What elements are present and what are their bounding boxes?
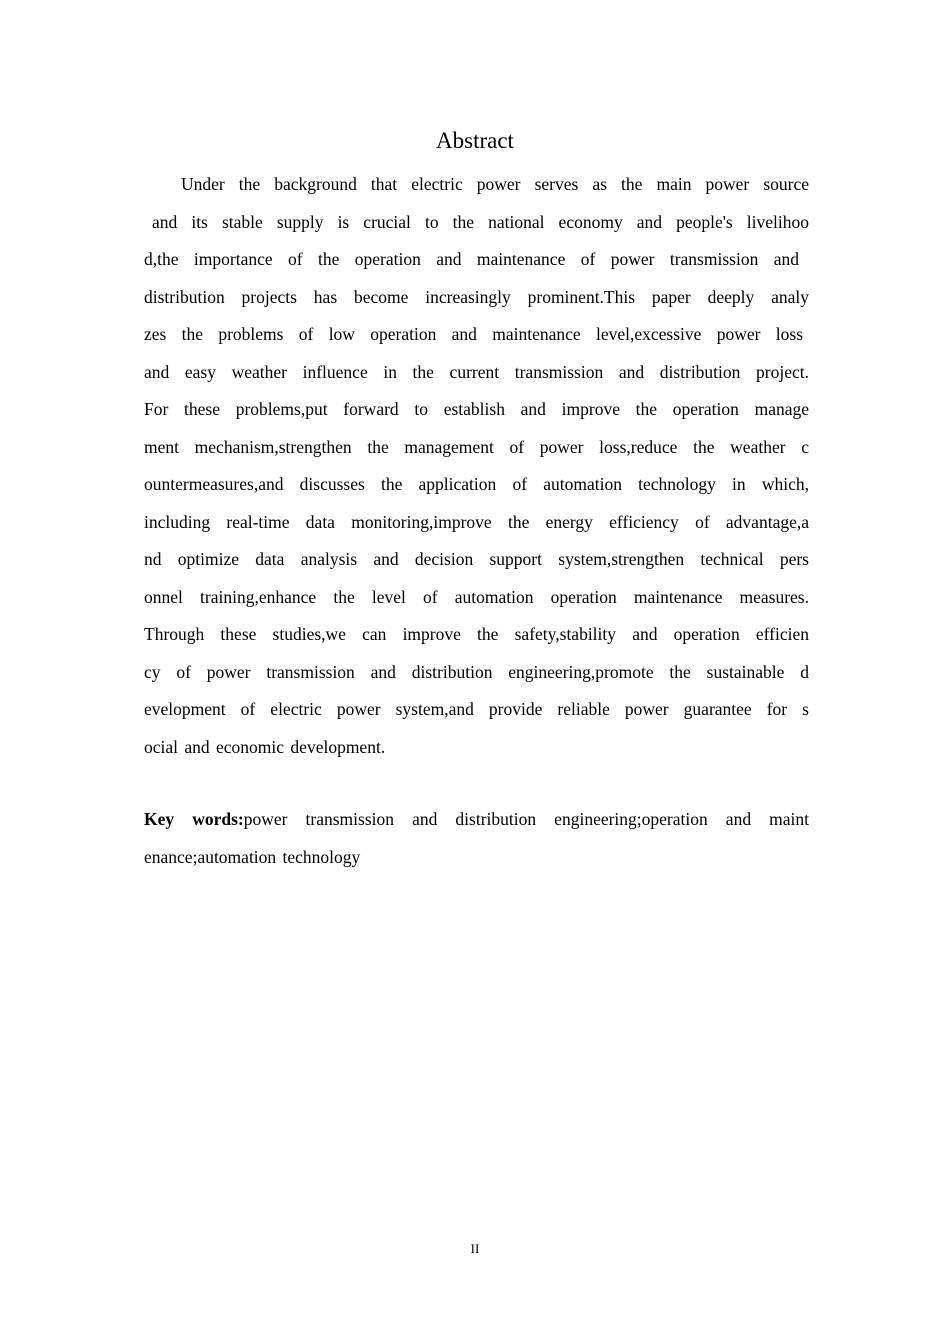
abstract-line: nd optimize data analysis and decision support system,strengthen technical pers bbox=[144, 549, 809, 569]
abstract-line: For these problems,put forward to establish and improve the operation manage bbox=[144, 399, 809, 419]
page-number: II bbox=[470, 1241, 480, 1256]
abstract-line: Under the background that electric power serves as the main power source bbox=[181, 174, 809, 194]
abstract-line: onnel training,enhance the level of automation operation maintenance measures. bbox=[144, 586, 809, 607]
abstract-line: Through these studies,we can improve the safety,stability and operation efficien bbox=[144, 624, 809, 644]
abstract-line: ment mechanism,strengthen the management of power loss,reduce the weather c bbox=[144, 436, 809, 457]
keywords-label: Key words: bbox=[144, 809, 244, 829]
keywords-line: enance;automation technology bbox=[144, 846, 361, 867]
abstract-line: zes the problems of low operation and maintenance level,excessive power loss bbox=[144, 324, 803, 344]
abstract-title: Abstract bbox=[436, 128, 514, 153]
abstract-line: distribution projects has become increasingly prominent.This paper deeply analy bbox=[144, 286, 809, 307]
abstract-body bbox=[144, 166, 809, 766]
abstract-line: d,the importance of the operation and maintenance of power transmission and bbox=[144, 249, 799, 269]
abstract-line: cy of power transmission and distribution engineering,promote the sustainable d bbox=[144, 661, 809, 682]
abstract-line: ocial and economic development. bbox=[144, 736, 386, 757]
keywords-section bbox=[144, 801, 809, 876]
abstract-line: and its stable supply is crucial to the national economy and people's livelihoo bbox=[152, 211, 809, 232]
abstract-line: including real-time data monitoring,improve the energy efficiency of advantage,a bbox=[144, 511, 809, 532]
abstract-line: ountermeasures,and discusses the application of automation technology in which, bbox=[144, 474, 809, 494]
keywords-text: power transmission and distribution engineering;operation and maint bbox=[243, 809, 809, 829]
abstract-line: evelopment of electric power system,and provide reliable power guarantee for s bbox=[144, 699, 809, 719]
abstract-line: and easy weather influence in the current transmission and distribution project. bbox=[144, 361, 809, 382]
keywords-line bbox=[144, 801, 809, 839]
